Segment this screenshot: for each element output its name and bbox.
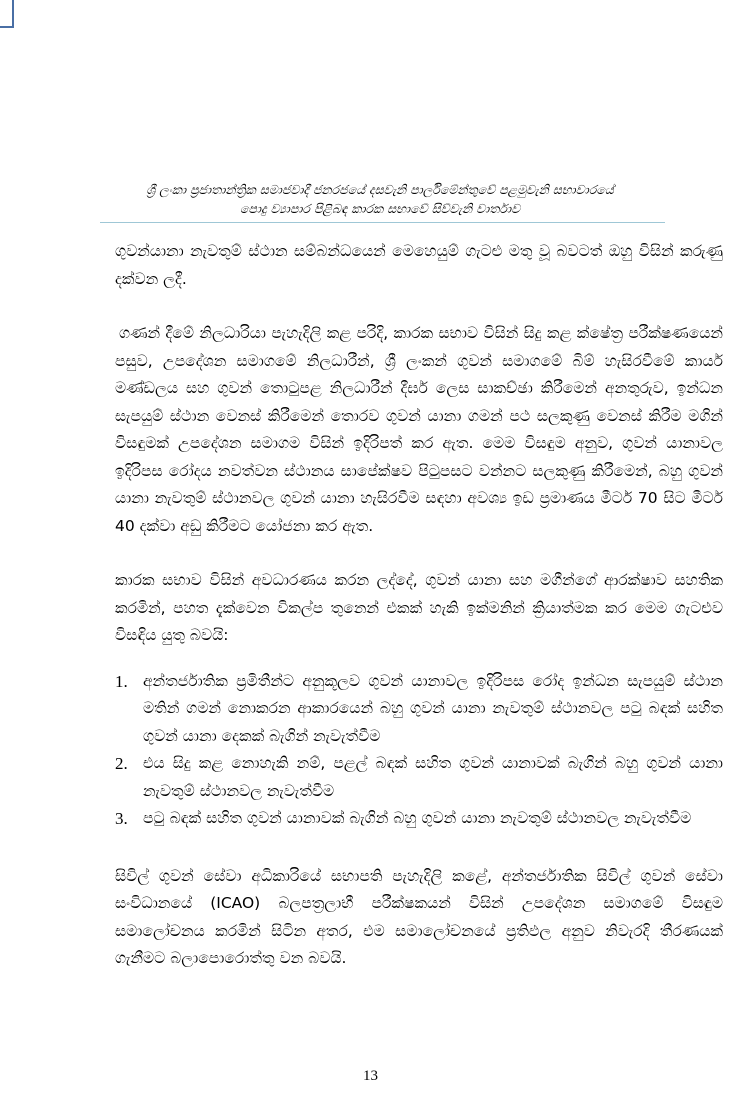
list-item-number: 1. [115, 671, 128, 691]
header-divider [100, 222, 665, 223]
paragraph-4: සිවිල් ගුවන් සේවා අධිකාරියේ සභාපති පැහැදිලි කළේ, අන්තර්ජාතික සිවිල් ගුවන් සේවා සංවිධානයේ (ICAO) බලපත්‍රලාභී පරීක්ෂකයන් විසින් උපදේශන සමාගමේ විසඳුම සමාලෝචනය කරමින් සිටින අතර, එම සමාලෝචනයේ ප්‍රතිඵල අනුව නිවැරදි තීරණයක් ගැනීමට බලාපොරොත්තු වන බවයි. [115, 866, 723, 967]
document-body [115, 238, 723, 973]
list-item-number: 2. [115, 754, 128, 773]
list-item-text: අන්තර්ජාතික ප්‍රමිතීන්ට අනුකූලව ගුවන් යානාවල ඉදිරිපස රෝද ඉන්ධන සැපයුම් ස්ථාන මතින් ගමන් නොකරන ආකාරයෙන් බහු ගුවන් යානා නැවතුම් ස්ථානවල පටු බඳක් සහිත ගුවන් යානා දෙකක් බැගින් නැවැත්වීම [143, 671, 723, 745]
document-header [100, 180, 660, 218]
list-item-number: 3. [115, 809, 128, 828]
list-item [115, 668, 723, 751]
list-item [115, 805, 723, 833]
paragraph-2: ගණන් දීමේ නිලධාරියා පැහැදිලි කළ පරිදි, කාරක සභාව විසින් සිදු කළ ක්ෂේත්‍ර පරීක්ෂණයෙන් පසුව, උපදේශන සමාගමේ නිලධාරීන්, ශ්‍රී ලංකන් ගුවන් සමාගමේ බිම් හැසිරවීමේ කාර්ය මණ්ඩලය සහ ගුවන් තොටුපළ නිලධාරීන් දීර්ඝ ලෙස සාකච්ඡා කිරීමෙන් අනතුරුව, ඉන්ධන සැපයුම් ස්ථාන වෙනස් කිරීමෙන් තොරව ගුවන් යානා ගමන් පථ සලකුණු වෙනස් කිරීම මගින් විසඳුමක් උපදේශන සමාගම විසින් ඉදිරිපත් කර ඇත. මෙම විසඳුම අනුව, ගුවන් යානාවල ඉදිරිපස රෝදය නවත්වන ස්ථානය සාපේක්ෂව පිටුපසට වන්නට සලකුණු කිරීමෙන්, බහු ගුවන් යානා නැවතුම් ස්ථානවල ගුවන් යානා හැසිරවීම සඳහා අවශ්‍ය ඉඩ ප්‍රමාණය මීටර් 70 සිට මීටර් 40 දක්වා අඩු කිරීමට යෝජනා කර ඇත. [115, 324, 723, 535]
paragraph-3: කාරක සභාව විසින් අවධාරණය කරන ලද්දේ, ගුවන් යානා සහ මගීන්ගේ ආරක්ෂාව සහතික කරමින්, පහත දැක්වෙන විකල්ප තුනෙන් එකක් හැකි ඉක්මනින් ක්‍රියාත්මක කර මෙම ගැටළුව විසඳිය යුතු බවයි: [115, 571, 723, 644]
list-item-text: එය සිදු කළ නොහැකි නම්, පළල් බඳක් සහිත ගුවන් යානාවක් බැගින් බහු ගුවන් යානා නැවතුම් ස්ථානවල නැවැත්වීම [143, 754, 723, 800]
list-item-text: පටු බඳක් සහිත ගුවන් යානාවක් බැගින් බහු ගුවන් යානා නැවතුම් ස්ථානවල නැවැත්වීම [143, 809, 692, 827]
page-number: 13 [363, 1068, 378, 1084]
header-line-2: පොදු ව්‍යාපාර පිළිබඳ කාරක සභාවේ සිව්වැනි වාර්තාව [239, 201, 521, 216]
header-line-1: ශ්‍රී ලංකා ප්‍රජාතාන්ත්‍රික සමාජවාදී ජනරජයේ දසවැනි පාර්ලිමේන්තුවේ පළමුවැනි සභාවාරයේ [146, 182, 614, 197]
page-corner-mark [0, 0, 14, 28]
options-list [115, 668, 723, 833]
list-item [115, 750, 723, 805]
paragraph-1: ගුවන්යානා නැවතුම් ස්ථාන සම්බන්ධයෙන් මෙහෙයුම් ගැටළු මතු වූ බවටත් ඔහු විසින් කරුණු දක්වන ලදී. [115, 242, 723, 288]
